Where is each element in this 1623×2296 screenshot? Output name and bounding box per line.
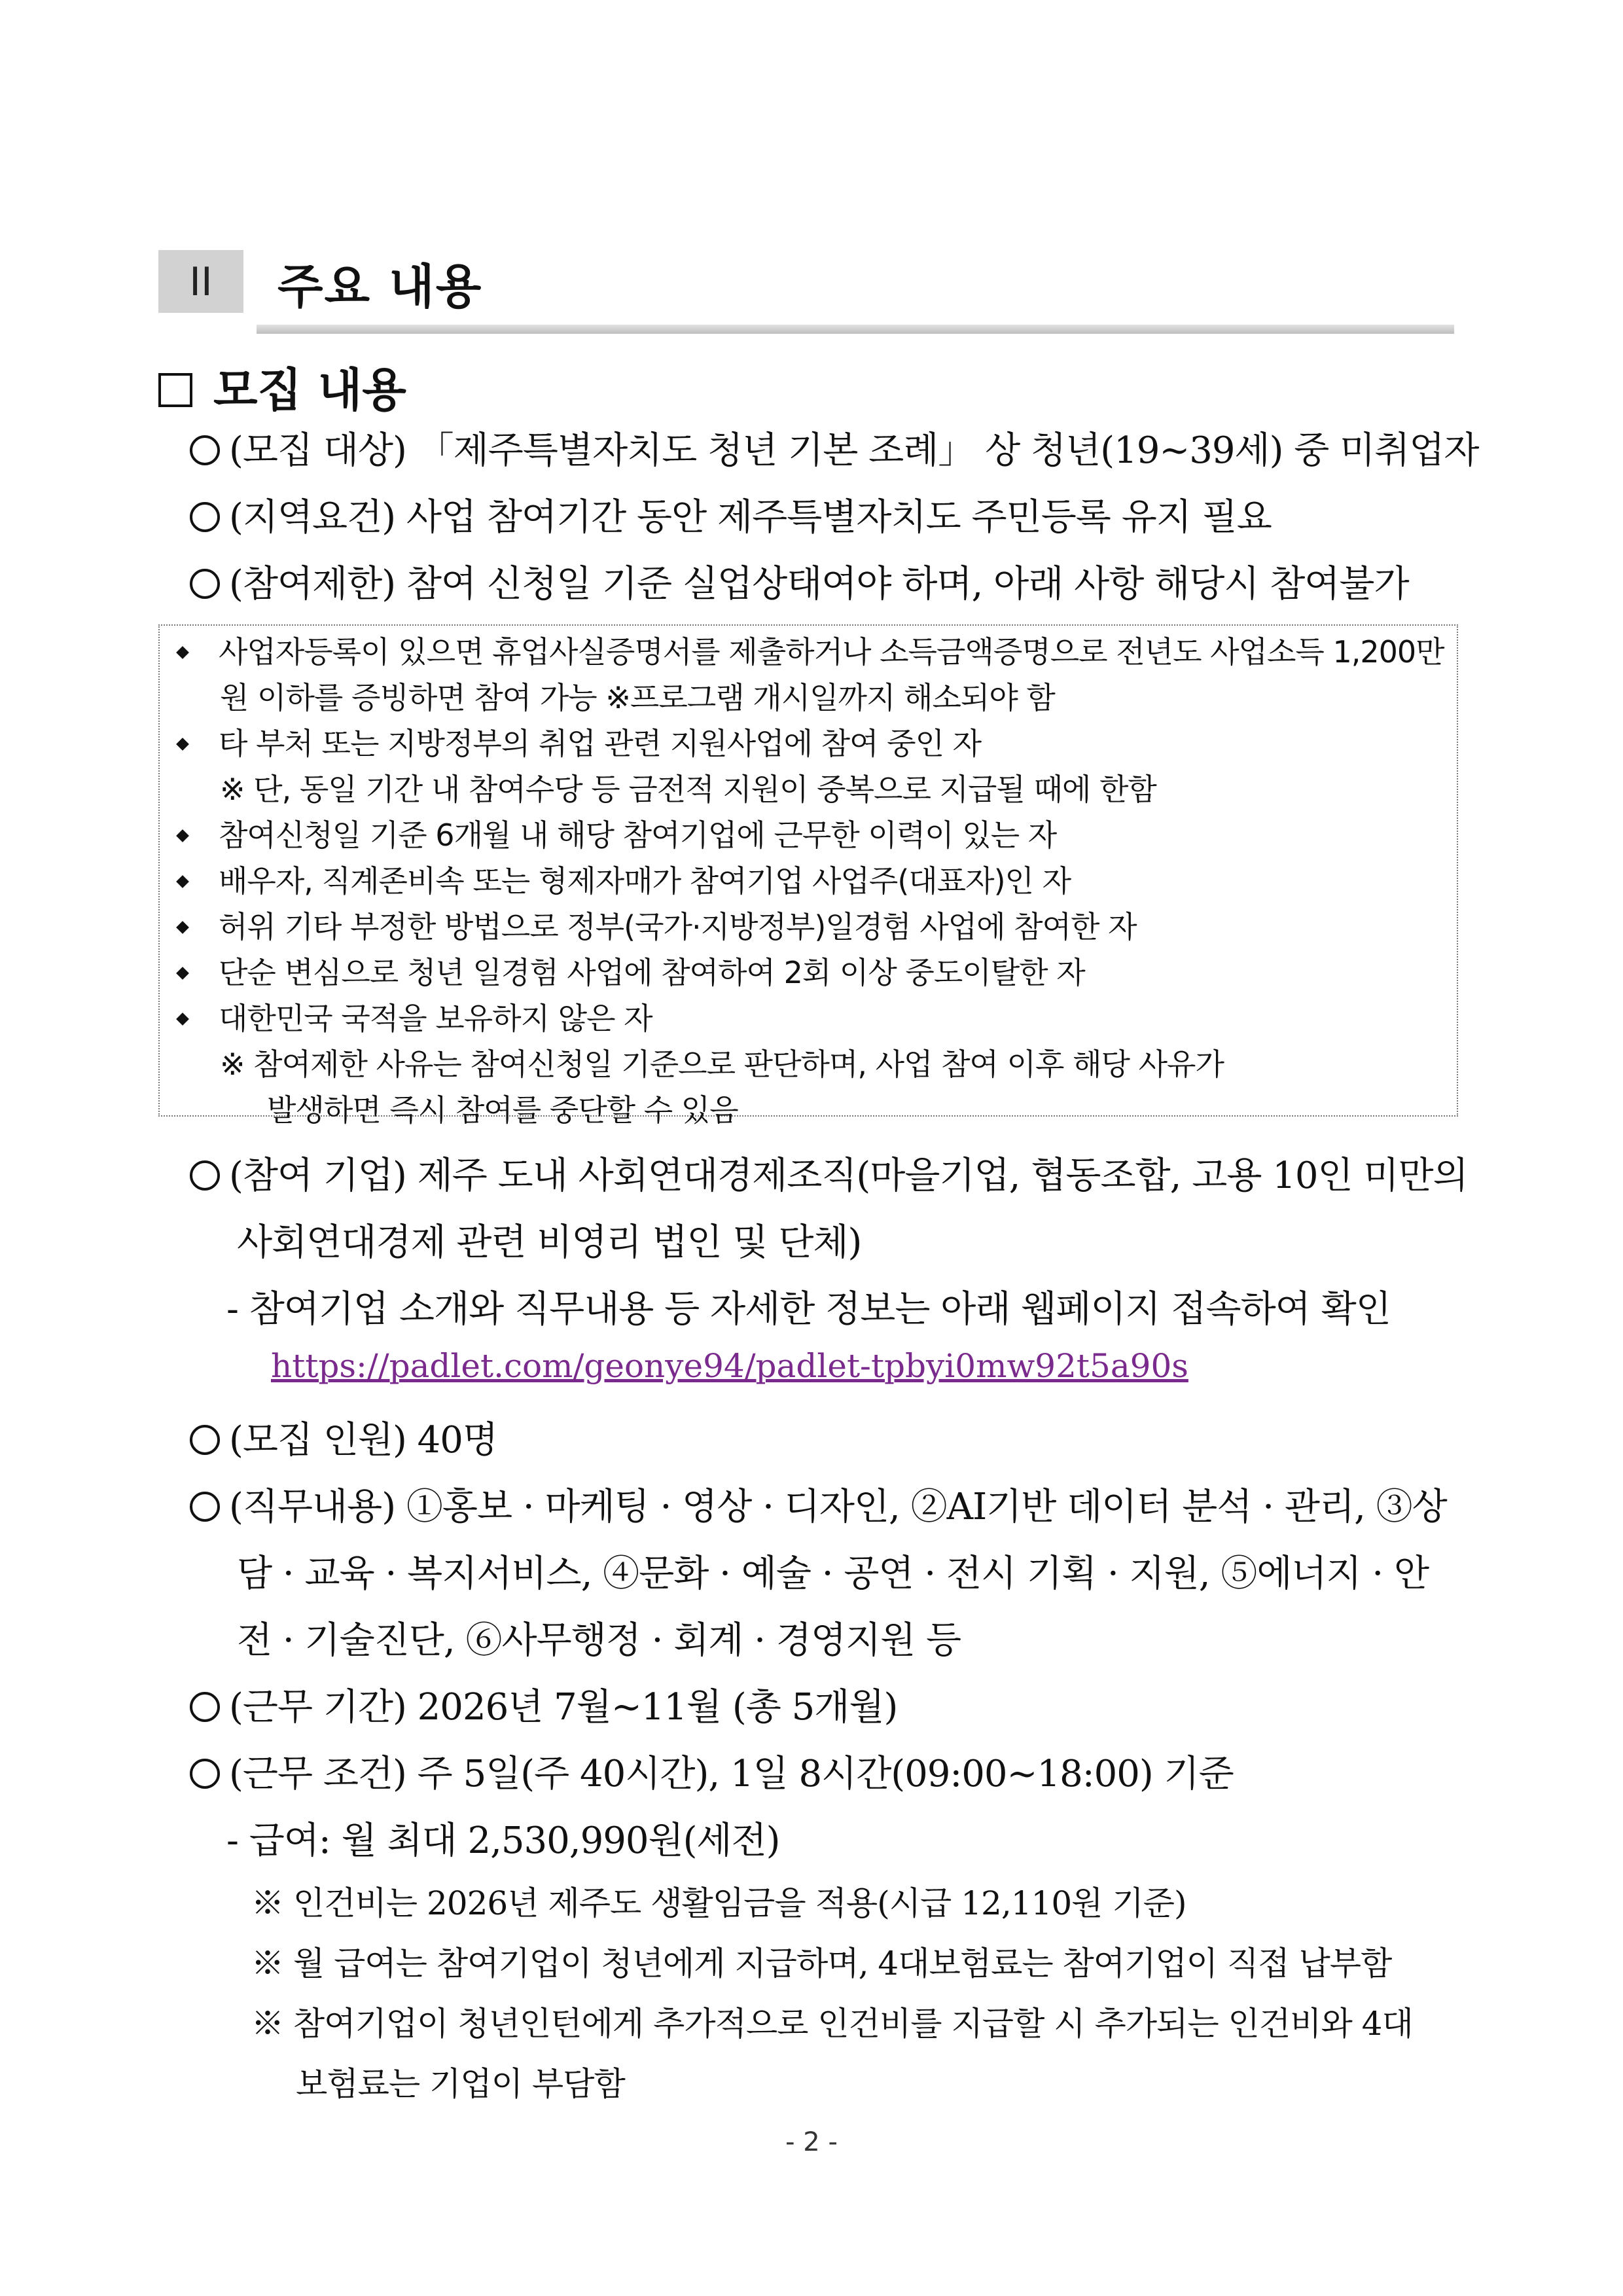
item-duties-continued: 전 · 기술진단, ⑥사무행정 · 회계 · 경영지원 등 [237,1619,961,1662]
circle-bullet-icon [190,1425,220,1455]
diamond-bullet-icon [176,921,189,934]
item-duties [190,1478,1447,1530]
salary-note-continued: 보험료는 기업이 부담함 [296,2065,625,2103]
diamond-bullet-icon [176,875,189,888]
item-period-text: (근무 기간) 2026년 7월~11월 (총 5개월) [229,1686,898,1729]
restriction-text: 허위 기타 부정한 방법으로 정부(국가·지방정부)일경험 사업에 참여한 자 [219,909,1137,944]
item-duties-text: (직무내용) ①홍보 · 마케팅 · 영상 · 디자인, ②AI기반 데이터 분석 · 관리, ③상 [229,1486,1447,1528]
circle-bullet-icon [190,502,220,532]
recruitment-heading [158,353,406,420]
section-title: 주요 내용 [277,259,483,314]
item-restriction-text: (참여제한) 참여 신청일 기준 실업상태여야 하며, 아래 사항 해당시 참여불가 [229,563,1409,605]
circle-bullet-icon [190,1759,220,1789]
item-company [190,1147,1468,1199]
salary-note: ※ 인건비는 2026년 제주도 생활임금을 적용(시급 12,110원 기준) [251,1884,1186,1922]
circle-bullet-icon [190,1160,220,1191]
circle-bullet-icon [190,435,220,465]
item-restriction [190,555,1409,607]
restriction-item [173,903,1137,946]
restriction-item [173,995,652,1038]
item-conditions [190,1745,1234,1797]
item-recruit [190,1411,497,1463]
restriction-note: ※ 단, 동일 기간 내 참여수당 등 금전적 지원이 중복으로 지급될 때에 한함 [220,772,1156,807]
restriction-text: 참여신청일 기준 6개월 내 해당 참여기업에 근무한 이력이 있는 자 [219,817,1057,853]
item-company-text: (참여 기업) 제주 도내 사회연대경제조직(마을기업, 협동조합, 고용 10인 미만의 [229,1155,1468,1197]
item-company-continued: 사회연대경제 관련 비영리 법인 및 단체) [237,1221,862,1264]
salary-note: ※ 월 급여는 참여기업이 청년에게 지급하며, 4대보험료는 참여기업이 직접 납부함 [251,1945,1392,1982]
restriction-item [173,720,981,763]
page-number: - 2 - [785,2127,838,2157]
diamond-bullet-icon [176,1013,189,1026]
salary-line: - 급여: 월 최대 2,530,990원(세전) [226,1820,780,1862]
item-target [190,422,1479,474]
diamond-bullet-icon [176,829,189,842]
restriction-text: 타 부처 또는 지방정부의 취업 관련 지원사업에 참여 중인 자 [219,726,982,761]
restriction-item-continued: 원 이하를 증빙하면 참여 가능 ※프로그램 개시일까지 해소되야 함 [220,680,1055,715]
restriction-text: 배우자, 직계존비속 또는 형제자매가 참여기업 사업주(대표자)인 자 [219,863,1071,899]
diamond-bullet-icon [176,646,189,659]
restriction-text: 단순 변심으로 청년 일경험 사업에 참여하여 2회 이상 중도이탈한 자 [219,955,1085,990]
diamond-bullet-icon [176,967,189,980]
section-divider [257,325,1454,334]
padlet-link[interactable]: https://padlet.com/geonye94/padlet-tpbyi0mw92t5a90s [271,1347,1188,1385]
restriction-item [173,628,1444,672]
item-period [190,1678,897,1731]
company-info-note: - 참여기업 소개와 직무내용 등 자세한 정보는 아래 웹페이지 접속하여 확인 [226,1288,1391,1331]
item-duties-continued: 담 · 교육 · 복지서비스, ④문화 · 예술 · 공연 · 전시 기획 · 지원, ⑤에너지 · 안 [237,1552,1429,1595]
section-number-box [158,250,243,313]
circle-bullet-icon [190,569,220,599]
restriction-item [173,949,1085,992]
heading-text: 모집 내용 [213,363,406,417]
restriction-text: 사업자등록이 있으면 휴업사실증명서를 제출하거나 소득금액증명으로 전년도 사업소득 1,200만 [219,634,1444,670]
restriction-footnote-continued: 발생하면 즉시 참여를 중단할 수 있음 [267,1092,738,1128]
restriction-item [173,812,1056,855]
restriction-text: 대한민국 국적을 보유하지 않은 자 [219,1001,652,1036]
restriction-footnote: ※ 참여제한 사유는 참여신청일 기준으로 판단하며, 사업 참여 이후 해당 사유가 [220,1047,1224,1082]
checkbox-square-icon [158,373,192,407]
item-region-text: (지역요건) 사업 참여기간 동안 제주특별자치도 주민등록 유지 필요 [229,496,1272,539]
item-region [190,488,1272,541]
item-conditions-text: (근무 조건) 주 5일(주 40시간), 1일 8시간(09:00~18:00) 기준 [229,1753,1234,1795]
restriction-item [173,857,1071,901]
diamond-bullet-icon [176,738,189,751]
item-recruit-text: (모집 인원) 40명 [229,1419,498,1462]
circle-bullet-icon [190,1492,220,1522]
circle-bullet-icon [190,1692,220,1722]
salary-note: ※ 참여기업이 청년인턴에게 추가적으로 인건비를 지급할 시 추가되는 인건비와 4대 [251,2005,1413,2043]
section-number: II [189,259,213,305]
item-target-text: (모집 대상) 「제주특별자치도 청년 기본 조례」 상 청년(19~39세) 중 미취업자 [229,429,1479,472]
